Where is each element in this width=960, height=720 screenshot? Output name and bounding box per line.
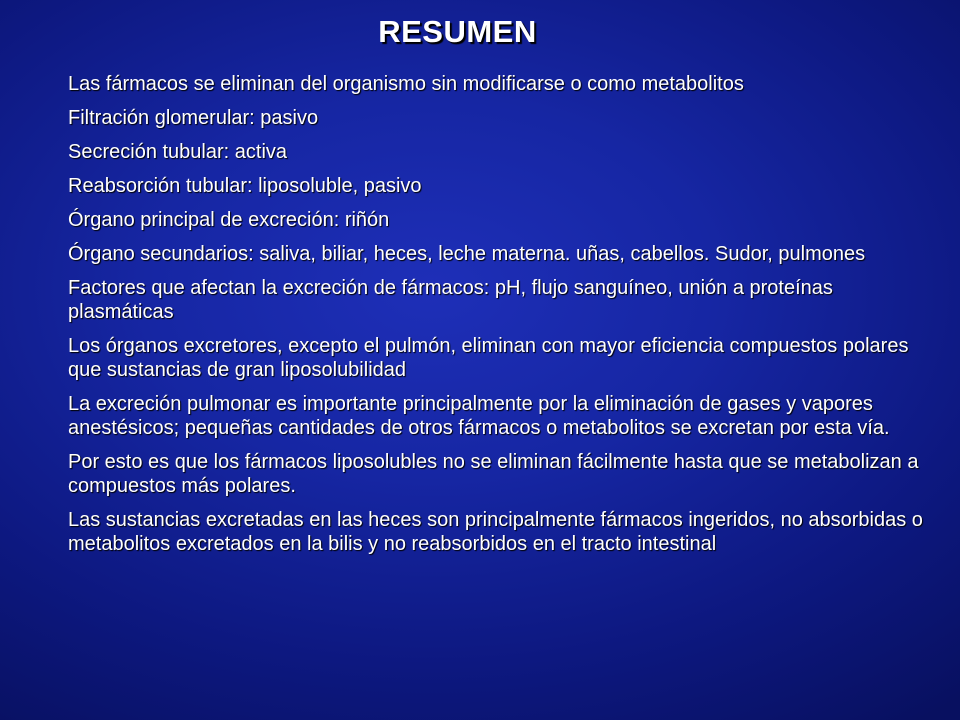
- bullet-item: Reabsorción tubular: liposoluble, pasivo: [68, 175, 422, 197]
- bullet-item: Por esto es que los fármacos liposolubles no se eliminan fácilmente hasta que se metabolizan a compuestos más polares.: [68, 451, 919, 497]
- bullet-item: Las sustancias excretadas en las heces son principalmente fármacos ingeridos, no absorbidas o metabolitos excretados en la bilis y no reabsorbidos en el tracto intestinal: [68, 509, 923, 555]
- bullet-item: Los órganos excretores, excepto el pulmón, eliminan con mayor eficiencia compuestos polares que sustancias de gran liposolubilidad: [68, 335, 909, 381]
- bullet-item: Secreción tubular: activa: [68, 141, 288, 163]
- bullet-item: Las fármacos se eliminan del organismo sin modificarse o como metabolitos: [68, 73, 744, 95]
- bullet-list: [68, 72, 928, 566]
- bullet-item: Órgano principal de excreción: riñón: [68, 209, 390, 231]
- bullet-item: Factores que afectan la excreción de fármacos: pH, flujo sanguíneo, unión a proteínas plasmáticas: [68, 277, 833, 323]
- slide-title: RESUMEN: [378, 14, 537, 49]
- bullet-item: La excreción pulmonar es importante principalmente por la eliminación de gases y vapores anestésicos; pequeñas cantidades de otros fármacos o metabolitos se excretan por esta vía.: [68, 393, 890, 439]
- bullet-item: Filtración glomerular: pasivo: [68, 107, 319, 129]
- bullet-item: Órgano secundarios: saliva, biliar, heces, leche materna. uñas, cabellos. Sudor, pulmones: [68, 243, 866, 265]
